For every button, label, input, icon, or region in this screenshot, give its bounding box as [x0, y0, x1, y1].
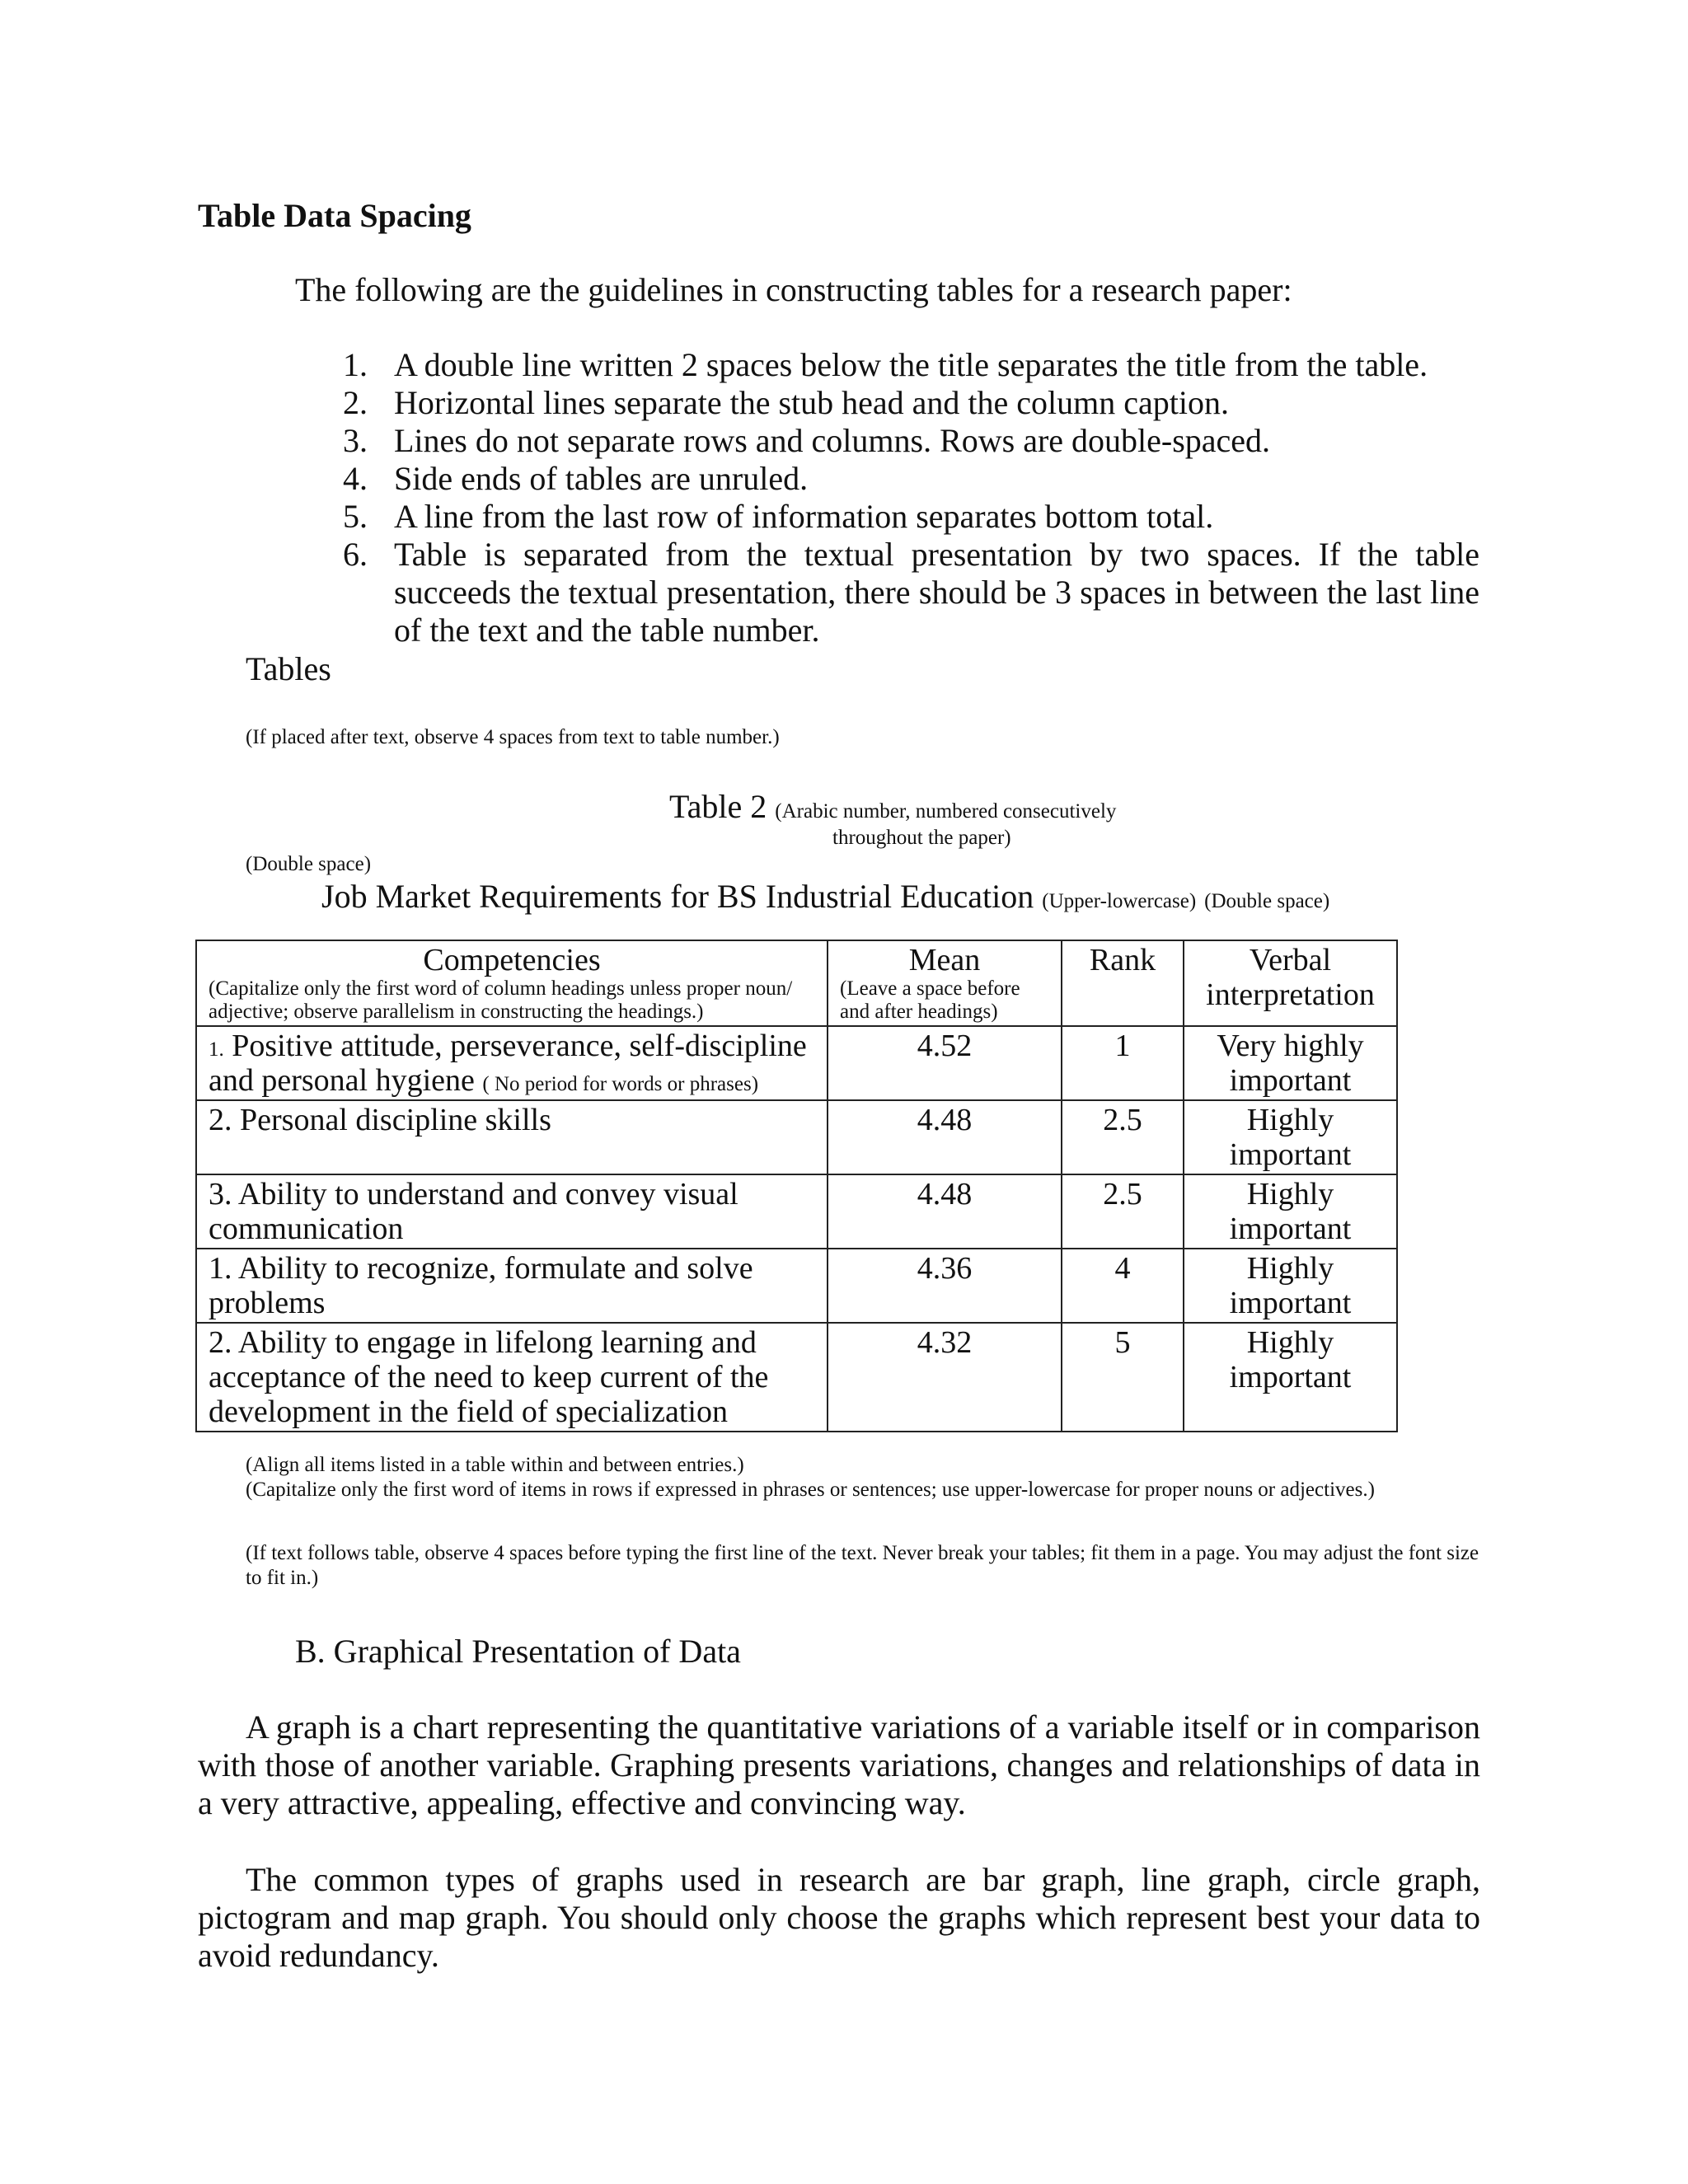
table-row [196, 1249, 1397, 1323]
header-competencies: Competencies (Capitalize only the first word of column headings unless proper noun/ adjective; observe parallelism in constructing the headings.) [196, 940, 828, 1026]
cell-competency: 2. Personal discipline skills [196, 1100, 828, 1174]
cell-mean: 4.36 [828, 1249, 1062, 1323]
cell-verbal: Highly important [1184, 1323, 1397, 1432]
intro-text: The following are the guidelines in constructing tables for a research paper: [295, 271, 1292, 308]
guidelines-list [330, 346, 1479, 649]
table-number-note-cont: throughout the paper) [832, 827, 1011, 849]
cell-competency: 3. Ability to understand and convey visual communication [196, 1174, 828, 1249]
header-verbal: Verbal interpretation [1184, 940, 1397, 1026]
cell-rank: 2.5 [1062, 1174, 1184, 1249]
cell-competency: 1. Positive attitude, perseverance, self-discipline and personal hygiene ( No period for words or phrases) [196, 1026, 828, 1100]
list-item: 6. Table is separated from the textual presentation by two spaces. If the table succeeds the textual presentation, there should be 3 spaces in between the last line of the text and the table number. [343, 536, 1479, 649]
tables-label: Tables [246, 650, 331, 687]
cell-mean: 4.48 [828, 1174, 1062, 1249]
table-header-row [196, 940, 1397, 1026]
note-text-follows: (If text follows table, observe 4 spaces before typing the first line of the text. Never break your tables; fit them in a page. You may adjust the font size to fit in.) [246, 1542, 1479, 1589]
table-number-label: Table 2 [669, 788, 767, 825]
note-capitalize: (Capitalize only the first word of items in rows if expressed in phrases or sentences; use upper-lowercase for proper nouns or adjectives.) [246, 1479, 1375, 1501]
cell-competency: 1. Ability to recognize, formulate and solve problems [196, 1249, 828, 1323]
table-title-note-2: (Double space) [1204, 890, 1330, 912]
header-mean: Mean (Leave a space before and after headings) [828, 940, 1062, 1026]
cell-competency: 2. Ability to engage in lifelong learning and acceptance of the need to keep current of the development in the field of specialization [196, 1323, 828, 1432]
table-row [196, 1026, 1397, 1100]
cell-verbal: Highly important [1184, 1100, 1397, 1174]
cell-rank: 1 [1062, 1026, 1184, 1100]
cell-verbal: Highly important [1184, 1174, 1397, 1249]
note-align: (Align all items listed in a table within and between entries.) [246, 1454, 744, 1476]
list-item: 5. A line from the last row of information separates bottom total. [343, 498, 1214, 535]
cell-mean: 4.48 [828, 1100, 1062, 1174]
paragraph: A graph is a chart representing the quantitative variations of a variable itself or in comparison with those of another variable. Graphing presents variations, changes and relationships of data in a very attractive, appealing, effective and convincing way. [198, 1708, 1480, 1821]
table-title [321, 877, 1329, 916]
cell-rank: 2.5 [1062, 1100, 1184, 1174]
cell-rank: 5 [1062, 1323, 1184, 1432]
table-title-text: Job Market Requirements for BS Industrial Education [321, 878, 1034, 915]
table-row [196, 1174, 1397, 1249]
section-b-heading: B. Graphical Presentation of Data [295, 1633, 741, 1670]
list-item: 4. Side ends of tables are unruled. [343, 460, 809, 497]
cell-mean: 4.52 [828, 1026, 1062, 1100]
list-item: 3. Lines do not separate rows and columns. Rows are double-spaced. [343, 422, 1271, 459]
double-space-note: (Double space) [246, 853, 372, 875]
header-rank: Rank [1062, 940, 1184, 1026]
table-title-note: (Upper-lowercase) [1042, 890, 1197, 912]
header-mean-note: (Leave a space before and after headings) [840, 977, 1020, 1023]
note-before-table: (If placed after text, observe 4 spaces from text to table number.) [246, 726, 780, 748]
table-notes [246, 1453, 1482, 1502]
header-competencies-note: (Capitalize only the first word of column headings unless proper noun/ adjective; observe parallelism in constructing the headings.) [209, 977, 793, 1023]
cell-verbal: Very highly important [1184, 1026, 1397, 1100]
list-item: 1. A double line written 2 spaces below the title separates the title from the table. [343, 346, 1428, 383]
cell-mean: 4.32 [828, 1323, 1062, 1432]
list-item: 2. Horizontal lines separate the stub head and the column caption. [343, 384, 1230, 421]
table-row [196, 1100, 1397, 1174]
paragraph: The common types of graphs used in research are bar graph, line graph, circle graph, pictogram and map graph. You should only choose the graphs which represent best your data to avoid redundancy. [198, 1861, 1480, 1974]
table-row [196, 1323, 1397, 1432]
cell-rank: 4 [1062, 1249, 1184, 1323]
table-number-note: (Arabic number, numbered consecutively [775, 800, 1117, 823]
cell-note: ( No period for words or phrases) [482, 1073, 759, 1095]
cell-verbal: Highly important [1184, 1249, 1397, 1323]
section-heading: Table Data Spacing [198, 197, 471, 234]
table-number [669, 787, 1116, 826]
data-table [195, 940, 1398, 1432]
